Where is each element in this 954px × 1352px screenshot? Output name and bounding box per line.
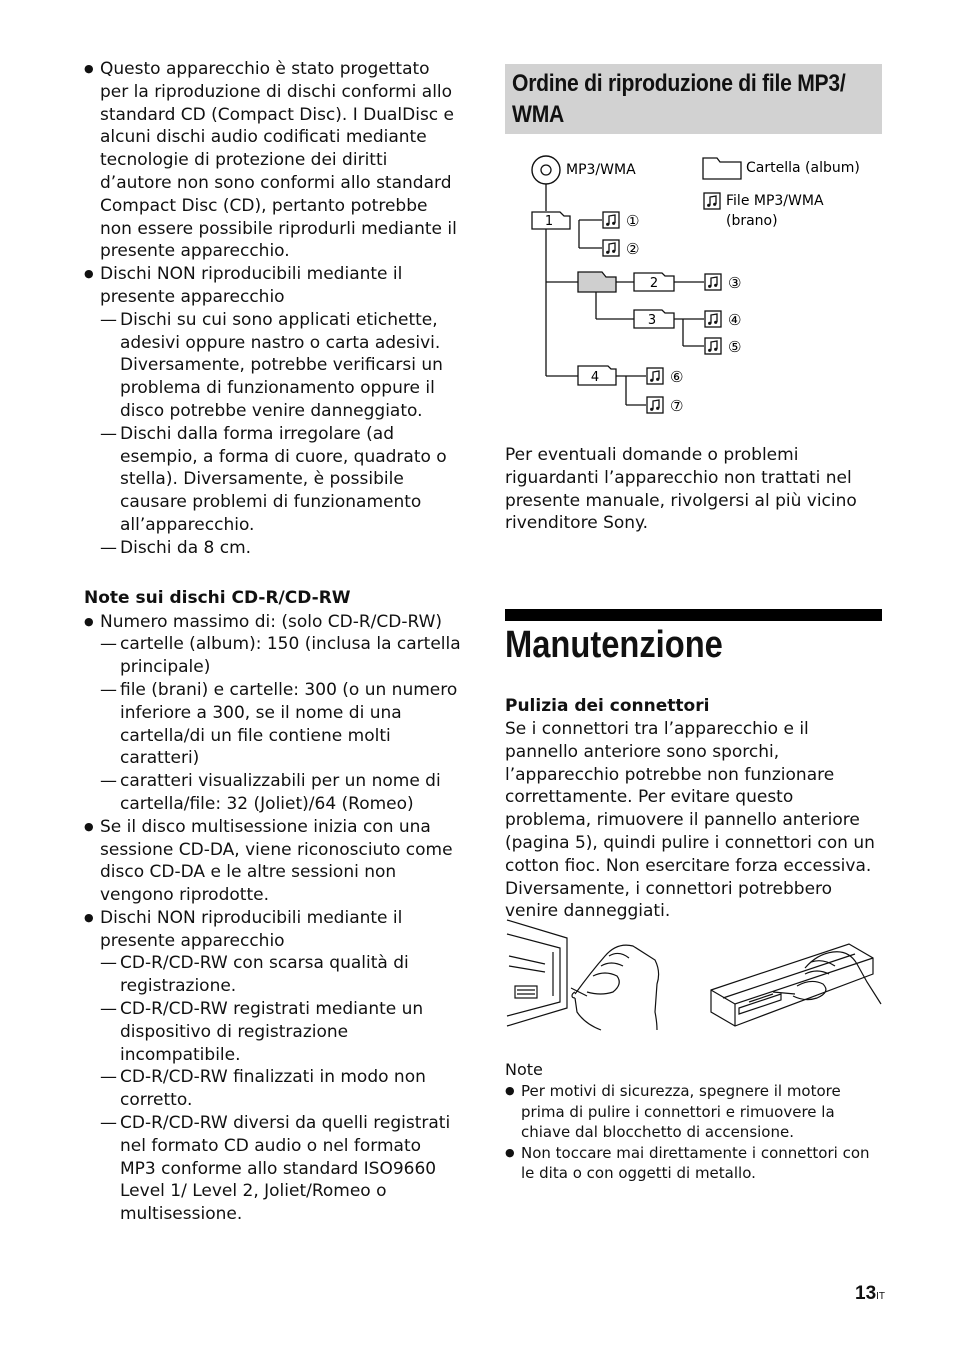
root-label: MP3/WMA: [566, 162, 636, 178]
track-2: [603, 240, 639, 258]
section-divider: [505, 609, 882, 621]
sub-list-item: — CD-R/CD-RW con scarsa qualità di registrazione.: [100, 952, 462, 998]
cleaning-paragraph: Se i connettori tra l’apparecchio e il pannello anteriore sono sporchi, l’apparecchio potrebbe non funzionare correttamente. Per evitare questo problema, rimuovere il pannello anteriore (pagina 5), quindi pulire i connettori con un cotton fioc. Non esercitare forza eccessiva. Diversamente, i connettori potrebbero venire danneggiati.: [505, 719, 875, 922]
cdr-notes-list: [84, 611, 462, 1227]
track-5: [705, 338, 741, 356]
folder-1: [532, 212, 570, 229]
track-3: [705, 274, 741, 292]
left-column: [84, 58, 462, 1226]
unit-cleaning-icon: [507, 920, 659, 1030]
svg-text:2: 2: [649, 276, 659, 291]
sub-list: [100, 633, 462, 815]
sub-list-item: — file (brani) e cartelle: 300 (o un numero inferiore a 300, se il nome di una cartella/di un file contiene molti caratteri): [100, 679, 462, 770]
legend-folder-label: Cartella (album): [746, 160, 860, 176]
legend-file-label-2: (brano): [726, 213, 778, 229]
page-number: 13IT: [855, 1283, 886, 1304]
sub-list-item: — caratteri visualizzabili per un nome di cartella/file: 32 (Joliet)/64 (Romeo): [100, 770, 462, 816]
list-item: ● Dischi NON riproducibili mediante il presente apparecchio — Dischi su cui sono applicati etichette, adesivi oppure nastro o carta adesivi. Diversamente, potrebbe verificarsi un problema di funzionamento oppure il disco potrebbe venire danneggiato. — Dischi dalla forma irregolare (ad esempio, a forma di cuore, quadrato o stella). Diversamente, è possibile causare problemi di funzionamento all’apparecchio. — Dischi da 8 cm.: [84, 263, 462, 559]
list-item: ● Dischi NON riproducibili mediante il presente apparecchio — CD-R/CD-RW con scarsa qualità di registrazione. — CD-R/CD-RW registrati mediante un dispositivo di registrazione incompatibile. — CD-R/CD-RW finalizzati in modo non corretto. — CD-R/CD-RW diversi da quelli registrati nel formato CD audio o nel formato MP3 conforme allo standard ISO9660 Level 1/ Level 2, Joliet/Romeo o multisessione.: [84, 907, 462, 1226]
sub-list-item: — CD-R/CD-RW finalizzati in modo non corretto.: [100, 1066, 462, 1112]
track-7: [647, 397, 683, 415]
cleaning-illustration: [505, 912, 882, 1032]
svg-text:3: 3: [647, 313, 657, 328]
note-label: Note: [505, 1060, 543, 1079]
track-1: [603, 212, 639, 230]
svg-text:④: ④: [728, 311, 742, 329]
disc-icon: [532, 156, 560, 184]
svg-text:②: ②: [626, 240, 640, 258]
sub-list: [100, 309, 462, 560]
cdr-notes-heading: Note sui dischi CD-R/CD-RW: [84, 587, 351, 608]
list-item: ● Per motivi di sicurezza, spegnere il motore prima di pulire i connettori e rimuovere la chiave dal blocchetto di accensione.: [505, 1081, 882, 1143]
sub-list-item: — Dischi su cui sono applicati etichette, adesivi oppure nastro o carta adesivi. Diversamente, potrebbe verificarsi un problema di funzionamento oppure il disco potrebbe venire danneggiato.: [100, 309, 462, 423]
sub-list-item: — Dischi da 8 cm.: [100, 537, 462, 560]
svg-text:4: 4: [590, 370, 600, 385]
sub-list-item: — CD-R/CD-RW diversi da quelli registrati nel formato CD audio o nel formato MP3 conforme allo standard ISO9660 Level 1/ Level 2, Joliet/Romeo o multisessione.: [100, 1112, 462, 1226]
svg-text:⑤: ⑤: [728, 338, 742, 356]
list-item: ● Se il disco multisessione inizia con una sessione CD-DA, viene riconosciuto come disco CD-DA e le altre sessioni non vengono riprodotte.: [84, 816, 462, 907]
folder-root-subfolder: [578, 272, 616, 292]
music-file-icon: [704, 193, 720, 209]
cleaning-heading: Pulizia dei connettori: [505, 696, 710, 716]
notes-list: [505, 1081, 882, 1184]
maintenance-title: Manutenzione: [505, 624, 723, 666]
list-item: ● Numero massimo di: (solo CD-R/CD-RW) — cartelle (album): 150 (inclusa la cartella principale) — file (brani) e cartelle: 300 (o un numero inferiore a 300, se il nome di una cartella/di un file contiene molti caratteri) — caratteri visualizzabili per un nome di cartella/file: 32 (Joliet)/64 (Romeo): [84, 611, 462, 816]
sub-list: [100, 952, 462, 1226]
track-6: [647, 368, 683, 386]
list-item: ● Questo apparecchio è stato progettato per la riproduzione di dischi conformi allo standard CD (Compact Disc). I DualDisc e alcuni dischi audio codificati mediante tecnologie di protezione dei diritti d’autore non sono conformi allo standard Compact Disc (CD), pertanto potrebbe non essere possibile riprodurli mediante il presente apparecchio.: [84, 58, 462, 263]
list-item: ● Non toccare mai direttamente i connettori con le dita o con oggetti di metallo.: [505, 1143, 882, 1184]
folder-4: [578, 366, 616, 385]
legend-file-label: File MP3/WMA: [726, 193, 824, 209]
svg-text:1: 1: [544, 214, 554, 229]
panel-cleaning-icon: [711, 944, 881, 1026]
folder-tree-diagram: [520, 150, 880, 420]
notes-section: [505, 1059, 882, 1184]
playback-order-heading: Ordine di riproduzione di file MP3/ WMA: [505, 64, 882, 134]
folder-2: [634, 273, 674, 291]
folder-3: [634, 310, 674, 328]
svg-text:⑦: ⑦: [670, 397, 684, 415]
svg-text:①: ①: [626, 212, 640, 230]
page-suffix: IT: [876, 1291, 886, 1302]
disc-compat-list: [84, 58, 462, 560]
svg-text:③: ③: [728, 274, 742, 292]
folder-icon: [703, 158, 741, 179]
contact-paragraph: Per eventuali domande o problemi riguardanti l’apparecchio non trattati nel presente manuale, rivolgersi al più vicino rivenditore Sony.: [505, 445, 857, 534]
track-4: [705, 311, 741, 329]
svg-text:⑥: ⑥: [670, 368, 684, 386]
cleaning-section: [505, 694, 882, 923]
sub-list-item: — cartelle (album): 150 (inclusa la cartella principale): [100, 633, 462, 679]
sub-list-item: — Dischi dalla forma irregolare (ad esempio, a forma di cuore, quadrato o stella). Diversamente, è possibile causare problemi di funzionamento all’apparecchio.: [100, 423, 462, 537]
sub-list-item: — CD-R/CD-RW registrati mediante un dispositivo di registrazione incompatibile.: [100, 998, 462, 1066]
